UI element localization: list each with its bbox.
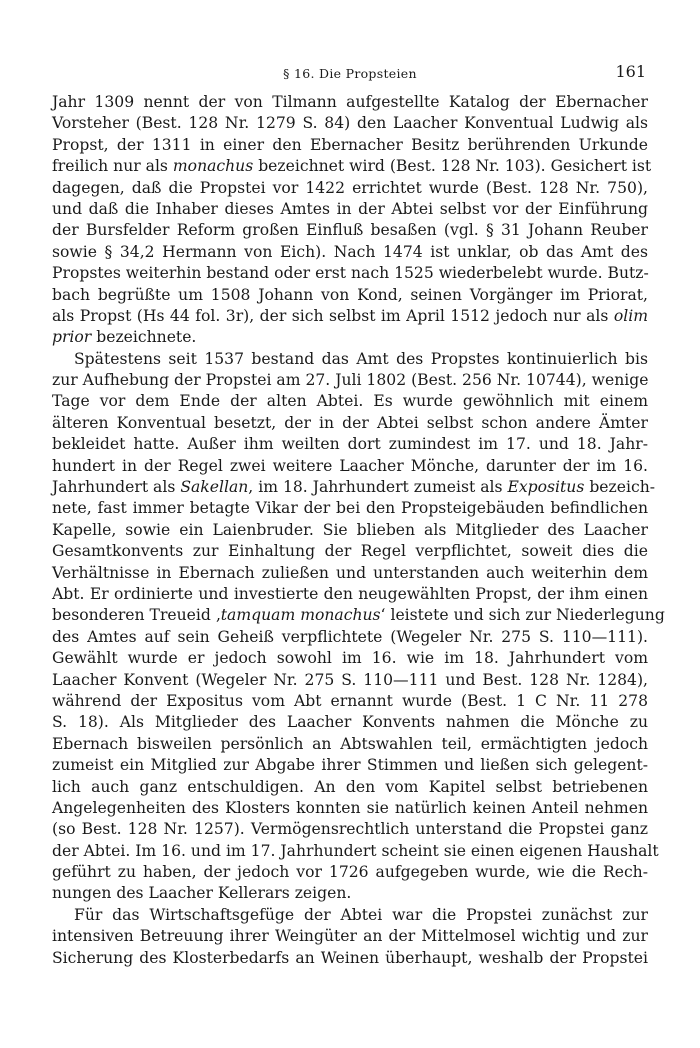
text-run: Gesamtkonvents zur Einhaltung der Regel verpflichtet, soweit dies die (52, 542, 648, 561)
text-line (52, 156, 652, 177)
text-run: bezeich- (584, 478, 656, 497)
text-line (52, 498, 648, 519)
text-line (52, 605, 665, 626)
text-line (52, 819, 648, 840)
text-run: bezeichnete. (91, 328, 197, 347)
text-line (52, 306, 648, 327)
text-run: Laacher Konvent (Wegeler Nr. 275 S. 110—111 und Best. 128 Nr. 1284), (52, 670, 648, 689)
text-line (52, 135, 648, 156)
text-line (52, 349, 648, 370)
text-run: Vorsteher (Best. 128 Nr. 1279 S. 84) den Laacher Konventual Ludwig als (52, 114, 648, 133)
text-line (52, 755, 648, 776)
text-line (52, 220, 648, 241)
text-run: Gewählt wurde er jedoch sowohl im 16. wie im 18. Jahrhundert vom (52, 649, 648, 668)
text-line (52, 370, 648, 391)
text-run: lich auch ganz entschuldigen. An den vom Kapitel selbst betriebenen (52, 777, 648, 796)
text-run: Jahr 1309 nennt der von Tilmann aufgestellte Katalog der Ebernacher (52, 93, 648, 111)
text-line (52, 178, 648, 199)
text-line (52, 563, 648, 584)
italic-term: Sakellan (180, 478, 249, 497)
text-run: Jahrhundert als (52, 478, 181, 497)
text-run: nungen des Laacher Kellerars zeigen. (52, 884, 352, 903)
text-line (52, 648, 648, 669)
text-run: älteren Konventual besetzt, der in der Abtei selbst schon andere Ämter (52, 413, 648, 432)
text-run: (so Best. 128 Nr. 1257). Vermögensrechtlich unterstand die Propstei ganz (52, 820, 648, 839)
text-line (52, 199, 648, 220)
italic-term: olim (613, 306, 648, 325)
text-line (52, 841, 659, 862)
running-head: § 16. Die Propsteien (283, 66, 417, 81)
text-line (52, 926, 648, 947)
text-line (52, 434, 648, 455)
text-line (52, 691, 648, 712)
text-run: Kapelle, sowie ein Laienbruder. Sie blieben als Mitglieder des Laacher (52, 520, 648, 539)
text-run: der Bursfelder Reform großen Einfluß besaßen (vgl. § 31 Johann Reuber (52, 221, 648, 240)
text-run: und daß die Inhaber dieses Amtes in der Abtei selbst vor der Einführung (52, 199, 648, 218)
text-run: nete, fast immer betagte Vikar der bei den Propsteigebäuden befindlichen (52, 499, 648, 518)
text-run: Angelegenheiten des Klosters konnten sie natürlich keinen Anteil nehmen (52, 798, 648, 817)
text-run: , im 18. Jahrhundert zumeist als (248, 478, 508, 497)
page-header (52, 62, 648, 84)
italic-term: Expositus (507, 478, 585, 497)
text-run: der Abtei. Im 16. und im 17. Jahrhundert scheint sie einen eigenen Haushalt (52, 841, 659, 860)
text-line (52, 113, 648, 134)
text-run: Ebernach bisweilen persönlich an Abtswahlen teil, ermächtigten jedoch (52, 734, 648, 753)
text-line (52, 391, 648, 412)
body-text (52, 92, 665, 969)
text-line (52, 477, 656, 498)
text-line (52, 413, 648, 434)
text-line (52, 263, 648, 284)
text-run: dagegen, daß die Propstei vor 1422 errichtet wurde (Best. 128 Nr. 750), (52, 178, 648, 197)
text-line (52, 948, 648, 969)
text-line (52, 670, 648, 691)
text-run: Propst, der 1311 in einer den Ebernacher Besitz berührenden Urkunde (52, 135, 648, 154)
text-line (52, 456, 648, 477)
text-run: als Propst (Hs 44 fol. 3r), der sich selbst im April 1512 jedoch nur als (52, 306, 614, 325)
text-line (52, 734, 648, 755)
text-line (52, 327, 648, 348)
text-run: geführt zu haben, der jedoch vor 1726 aufgegeben wurde, wie die Rech- (52, 863, 648, 882)
text-run: zumeist ein Mitglied zur Abgabe ihrer Stimmen und ließen sich gelegent- (52, 756, 648, 775)
italic-term: monachus (172, 157, 254, 176)
text-line (52, 883, 648, 904)
text-line (52, 520, 648, 541)
text-run: des Amtes auf sein Geheiß verpflichtete (Wegeler Nr. 275 S. 110—111). (52, 627, 648, 646)
text-run: hundert in der Regel zwei weitere Laacher Mönche, darunter der im 16. (52, 456, 648, 475)
text-run: Tage vor dem Ende der alten Abtei. Es wurde gewöhnlich mit einem (52, 392, 648, 411)
text-run: S. 18). Als Mitglieder des Laacher Konvents nahmen die Mönche zu (52, 713, 648, 732)
page-number: 161 (615, 62, 646, 81)
text-run: sowie § 34,2 Hermann von Eich). Nach 1474 ist unklar, ob das Amt des (52, 242, 648, 261)
text-run: bekleidet hatte. Außer ihm weilten dort zumindest im 17. und 18. Jahr- (52, 435, 648, 454)
text-run: freilich nur als (52, 157, 173, 176)
text-run: Propstes weiterhin bestand oder erst nach 1525 wiederbelebt wurde. Butz- (52, 264, 649, 283)
text-line (52, 92, 648, 113)
text-run: bach begrüßte um 1508 Johann von Kond, seinen Vorgänger im Priorat, (52, 285, 648, 304)
text-line (52, 242, 648, 263)
italic-term: prior (52, 328, 92, 347)
text-run: Für das Wirtschaftsgefüge der Abtei war die Propstei zunächst zur (74, 905, 648, 924)
text-run: Verhältnisse in Ebernach zuließen und unterstanden auch weiterhin dem (52, 563, 648, 582)
text-line (52, 798, 648, 819)
text-line (52, 862, 648, 883)
text-line (52, 905, 648, 926)
text-line (52, 285, 648, 306)
text-line (52, 584, 648, 605)
text-run: ‘ leistete und sich zur Niederlegung (380, 606, 665, 625)
text-run: zur Aufhebung der Propstei am 27. Juli 1802 (Best. 256 Nr. 10744), wenige (52, 371, 649, 390)
text-run: Spätestens seit 1537 bestand das Amt des Propstes kontinuierlich bis (74, 349, 648, 368)
text-run: Abt. Er ordinierte und investierte den neugewählten Propst, der ihm einen (52, 584, 648, 603)
text-line (52, 777, 648, 798)
text-line (52, 541, 648, 562)
text-run: während der Expositus vom Abt ernannt wurde (Best. 1 C Nr. 11 278 (52, 691, 648, 710)
text-line (52, 712, 648, 733)
italic-term: tamquam monachus (220, 606, 381, 625)
text-run: Sicherung des Klosterbedarfs an Weinen überhaupt, weshalb der Propstei (52, 948, 648, 967)
text-run: bezeichnet wird (Best. 128 Nr. 103). Gesichert ist (253, 157, 652, 176)
text-line (52, 627, 648, 648)
text-run: intensiven Betreuung ihrer Weingüter an der Mittelmosel wichtig und zur (52, 927, 648, 946)
text-run: besonderen Treueid ‚ (52, 606, 221, 625)
